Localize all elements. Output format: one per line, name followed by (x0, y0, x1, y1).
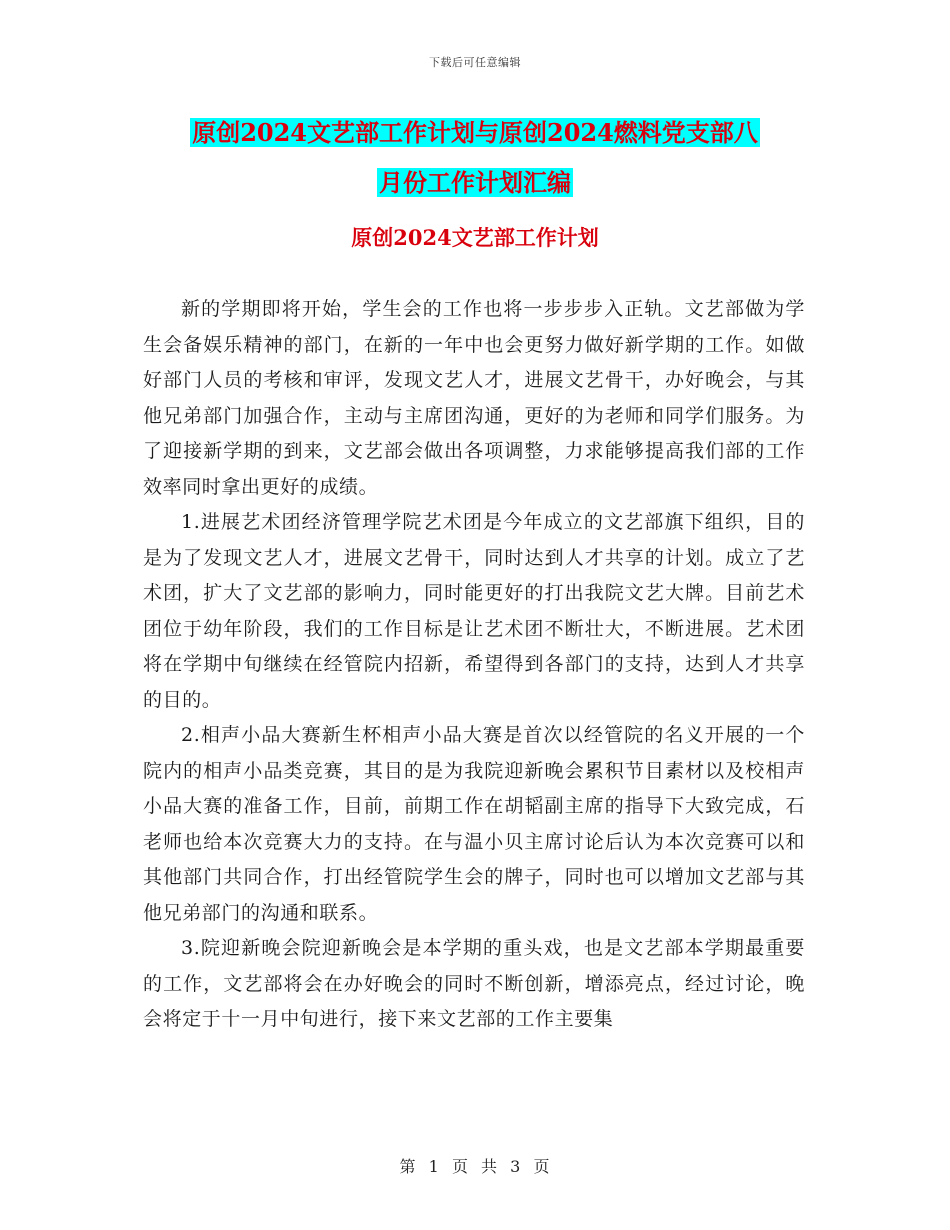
document-title (150, 108, 800, 208)
paragraph-item-1: 1.进展艺术团经济管理学院艺术团是今年成立的文艺部旗下组织，目的是为了发现文艺人才，进展文艺骨干，同时达到人才共享的计划。成立了艺术团，扩大了文艺部的影响力，同时能更好的打出我院文艺大牌。目前艺术团位于幼年阶段，我们的工作目标是让艺术团不断壮大，不断进展。艺术团将在学期中旬继续在经管院内招新，希望得到各部门的支持，达到人才共享的目的。 (143, 511, 805, 711)
footer-total-pages: 3 (510, 1157, 522, 1176)
section-title: 原创2024文艺部工作计划 (351, 225, 599, 250)
header-note: 下载后可任意编辑 (429, 56, 521, 69)
footer-total-word: 共 (481, 1157, 499, 1176)
document-title-line-1: 原创2024文艺部工作计划与原创2024燃料党支部八 (192, 118, 758, 147)
paragraph-intro: 新的学期即将开始，学生会的工作也将一步步步入正轨。文艺部做为学生会备娱乐精神的部门，在新的一年中也会更努力做好新学期的工作。如做好部门人员的考核和审评，发现文艺人才，进展文艺骨干，办好晚会，与其他兄弟部门加强合作，主动与主席团沟通，更好的为老师和同学们服务。为了迎接新学期的到来，文艺部会做出各项调整，力求能够提高我们部的工作效率同时拿出更好的成绩。 (143, 298, 805, 498)
page-footer (0, 1154, 950, 1177)
footer-page-word: 页 (451, 1157, 469, 1176)
document-body (143, 292, 805, 1038)
footer-suffix: 页 (533, 1157, 551, 1176)
paragraph-item-2: 2.相声小品大赛新生杯相声小品大赛是首次以经管院的名义开展的一个院内的相声小品类竞赛，其目的是为我院迎新晚会累积节目素材以及校相声小品大赛的准备工作，目前，前期工作在胡韬副主席的指导下大致完成，石老师也给本次竞赛大力的支持。在与温小贝主席讨论后认为本次竞赛可以和其他部门共同合作，打出经管院学生会的牌子，同时也可以增加文艺部与其他兄弟部门的沟通和联系。 (143, 724, 805, 924)
footer-prefix: 第 (399, 1157, 417, 1176)
document-title-line-2: 月份工作计划汇编 (379, 168, 571, 197)
paragraph-item-3: 3.院迎新晚会院迎新晚会是本学期的重头戏，也是文艺部本学期最重要的工作，文艺部将会在办好晚会的同时不断创新，增添亮点，经过讨论，晚会将定于十一月中旬进行，接下来文艺部的工作主要集 (143, 937, 805, 1030)
footer-page-number: 1 (428, 1157, 440, 1176)
